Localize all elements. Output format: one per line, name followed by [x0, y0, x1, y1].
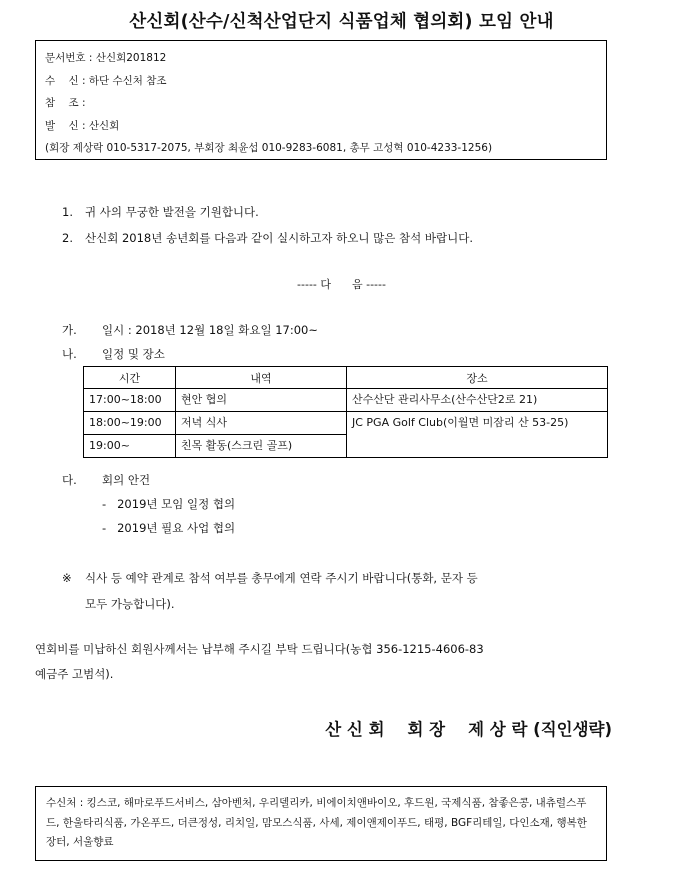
detail-da [62, 472, 150, 488]
ga-text: 일시 : 2018년 12월 18일 화요일 17:00~ [102, 323, 318, 337]
na-label: 나. [62, 347, 77, 361]
item-cell: 저녁 식사 [176, 412, 347, 435]
notice-line-2: 모두 가능합니다). [85, 597, 175, 611]
document-title: 산신회(산수/신척산업단지 식품업체 협의회) 모임 안내 [129, 12, 554, 32]
item-cell: 현안 협의 [176, 389, 347, 412]
reference-row: 참 조 : [45, 97, 86, 109]
header-item: 내역 [176, 367, 347, 389]
item-2-text: 산신회 2018년 송년회를 다음과 같이 실시하고자 하오니 많은 참석 바랍니다. [85, 231, 473, 245]
table-row [84, 389, 608, 412]
na-text: 일정 및 장소 [102, 347, 165, 361]
recipients-label: 수신처 [46, 797, 77, 809]
agenda-item: - 2019년 필요 사업 협의 [102, 521, 236, 535]
header-place: 장소 [347, 367, 608, 389]
dues-line-2: 예금주 고범석). [35, 667, 114, 681]
header-time: 시간 [84, 367, 176, 389]
time-cell: 17:00~18:00 [84, 389, 176, 412]
detail-ga [62, 322, 318, 338]
agenda-item: - 2019년 모임 일정 협의 [102, 497, 236, 511]
item-1-text: 귀 사의 무궁한 발전을 기원합니다. [85, 205, 259, 219]
recipients-box: 수신처 : 킹스코, 해마로푸드서비스, 삼아벤처, 우리델리카, 비에이치앤바이오, 후드원, 국제식품, 참좋은콩, 내츄럴스푸드, 한울타리식품, 가온푸드, 더큰정성, 리치일, 맘모스식품, 사세, 제이앤제이푸드, 태평, BGF리테일, 다인소재, 행복한장터, 서울향료 [35, 786, 607, 861]
dues-line-1: 연회비를 미납하신 회원사께서는 납부해 주시길 부탁 드립니다(농협 356-1215-4606-83 [35, 642, 484, 656]
body-item-1 [62, 204, 259, 220]
doc-number-row: 문서번호 : 산신회201812 [45, 52, 167, 64]
merged-place-cell: JC PGA Golf Club(이월면 미잠리 산 53-25) [347, 412, 608, 458]
da-label: 다. [62, 473, 77, 487]
from-value: 산신회 [88, 119, 120, 132]
sender-row: 발 신 : 산신회 [45, 119, 120, 132]
divider-heading: ----- 다 음 ----- [297, 278, 386, 291]
to-label: 수 신 [45, 74, 79, 87]
schedule-table [83, 366, 608, 458]
item-2-number: 2. [62, 231, 73, 245]
ref-label: 참 조 [45, 97, 79, 109]
notice-line-1 [62, 570, 478, 586]
to-value: 하단 수신처 참조 [88, 74, 167, 87]
item-cell: 친목 활동(스크린 골프) [176, 435, 347, 458]
schedule-header-row [84, 367, 608, 389]
detail-na [62, 346, 165, 362]
place-cell: 산수산단 관리사무소(산수산단2로 21) [347, 389, 608, 412]
recipients-text: 킹스코, 해마로푸드서비스, 삼아벤처, 우리델리카, 비에이치앤바이오, 후드원, 국제식품, 참좋은콩, 내츄럴스푸드, 한울타리식품, 가온푸드, 더큰정성, 리치일, 맘모스식품, 사세, 제이앤제이푸드, 태평, BGF리테일, 다인소재, 행복한장터, 서울향료 [46, 797, 587, 848]
table-row [84, 412, 608, 435]
signature: 산 신 회 회 장 제 상 락 (직인생략) [325, 720, 612, 739]
ga-label: 가. [62, 323, 77, 337]
time-cell: 18:00~19:00 [84, 412, 176, 435]
item-1-number: 1. [62, 205, 73, 219]
time-cell: 19:00~ [84, 435, 176, 458]
body-item-2 [62, 230, 473, 246]
notice-mark: ※ [62, 571, 72, 585]
header-box [35, 40, 607, 160]
recipient-row: 수 신 : 하단 수신처 참조 [45, 74, 167, 87]
from-label: 발 신 [45, 119, 79, 132]
doc-number-value: 산신회201812 [95, 52, 167, 64]
doc-number-label: 문서번호 [45, 52, 86, 64]
notice-text-1: 식사 등 예약 관계로 참석 여부를 총무에게 연락 주시기 바랍니다(통화, 문자 등 [85, 571, 478, 585]
da-text: 회의 안건 [102, 473, 151, 487]
contacts: (회장 제상락 010-5317-2075, 부회장 최윤섭 010-9283-6081, 총무 고성혁 010-4233-1256) [45, 142, 493, 154]
